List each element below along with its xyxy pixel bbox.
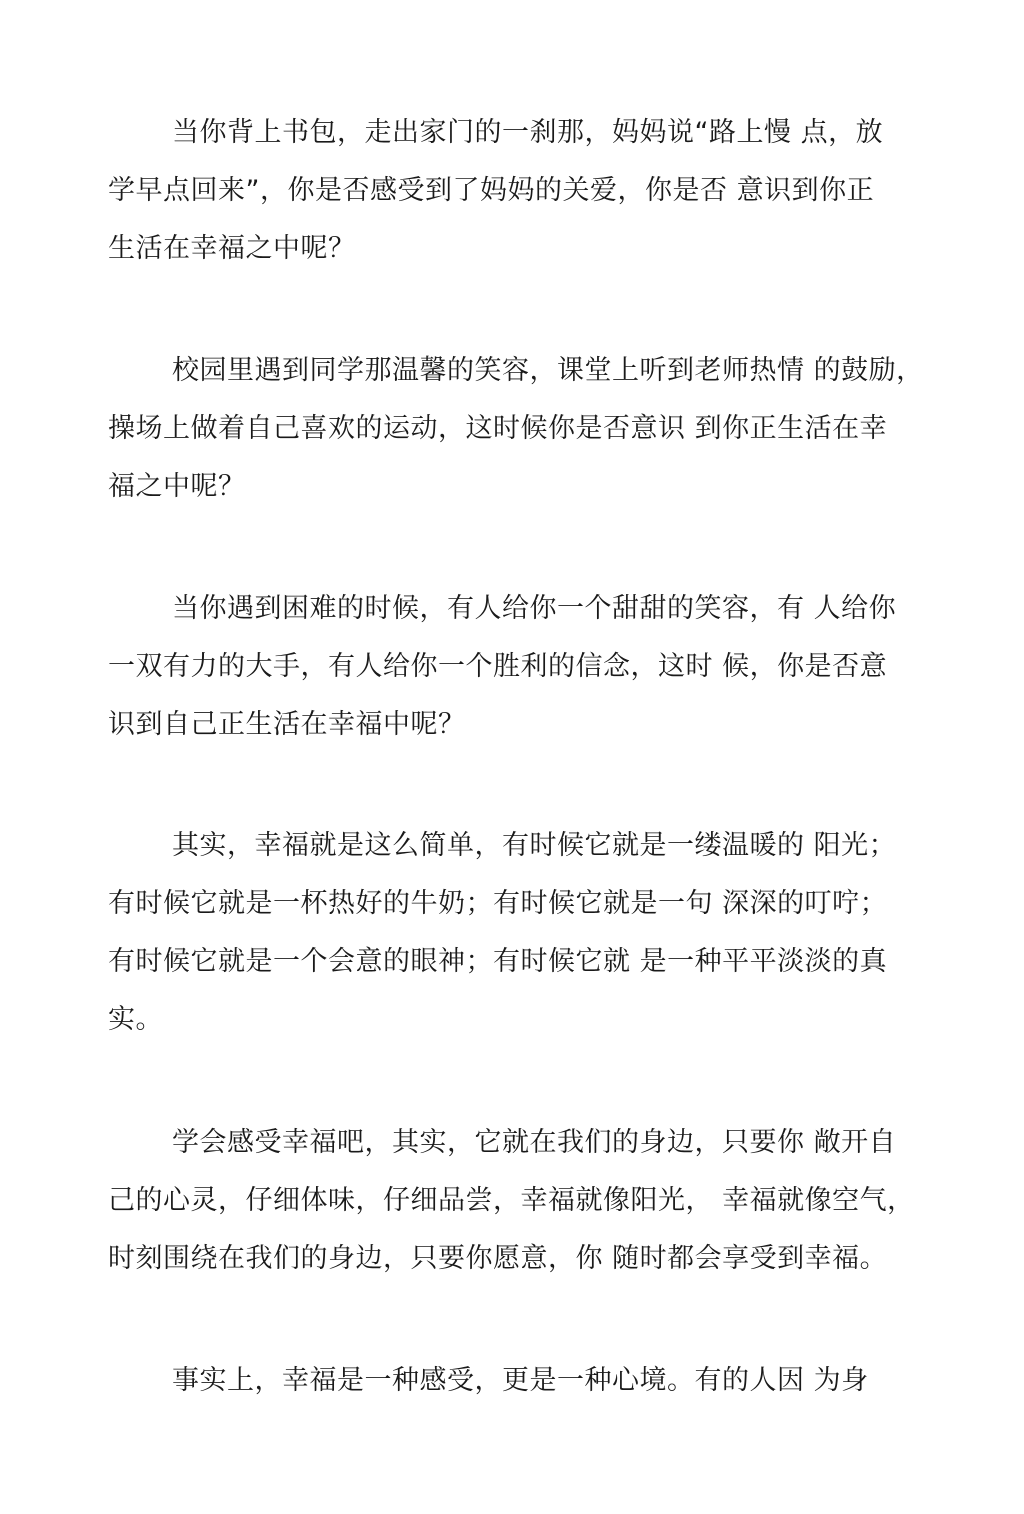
paragraph-4 [108,817,948,1049]
paragraph-6 [108,1352,948,1410]
paragraph-line: 福之中呢？ [108,471,246,502]
paragraph-line: 学会感受幸福吧，其实，它就在我们的身边，只要你 敞开自 [172,1127,897,1158]
paragraph-line: 有时候它就是一个会意的眼神；有时候它就 是一种平平淡淡的真 [108,946,888,977]
paragraph-2 [108,342,948,516]
paragraph-line: 当你遇到困难的时候，有人给你一个甜甜的笑容，有 人给你 [172,593,897,624]
paragraph-line: 当你背上书包，走出家门的一刹那，妈妈说“路上慢 点，放 [172,117,884,148]
paragraph-line: 其实，幸福就是这么简单，有时候它就是一缕温暖的 阳光； [172,830,897,861]
paragraph-3 [108,580,948,754]
paragraph-line: 识到自己正生活在幸福中呢？ [108,709,466,740]
paragraph-line: 事实上，幸福是一种感受，更是一种心境。有的人因 为身 [172,1365,869,1396]
paragraph-line: 生活在幸福之中呢？ [108,233,356,264]
paragraph-line: 一双有力的大手，有人给你一个胜利的信念，这时 候，你是否意 [108,651,888,682]
paragraph-line: 学早点回来”，你是否感受到了妈妈的关爱，你是否 意识到你正 [108,175,875,206]
paragraph-line: 有时候它就是一杯热好的牛奶；有时候它就是一句 深深的叮咛； [108,888,888,919]
paragraph-line: 时刻围绕在我们的身边，只要你愿意，你 随时都会享受到幸福。 [108,1243,888,1274]
paragraph-line: 己的心灵，仔细体味，仔细品尝，幸福就像阳光， 幸福就像空气， [108,1185,915,1216]
paragraph-5 [108,1114,948,1288]
paragraph-line: 实。 [108,1004,163,1035]
paragraph-line: 校园里遇到同学那温馨的笑容，课堂上听到老师热情 的鼓励， [172,355,924,386]
paragraph-1 [108,104,948,278]
paragraph-line: 操场上做着自己喜欢的运动，这时候你是否意识 到你正生活在幸 [108,413,888,444]
